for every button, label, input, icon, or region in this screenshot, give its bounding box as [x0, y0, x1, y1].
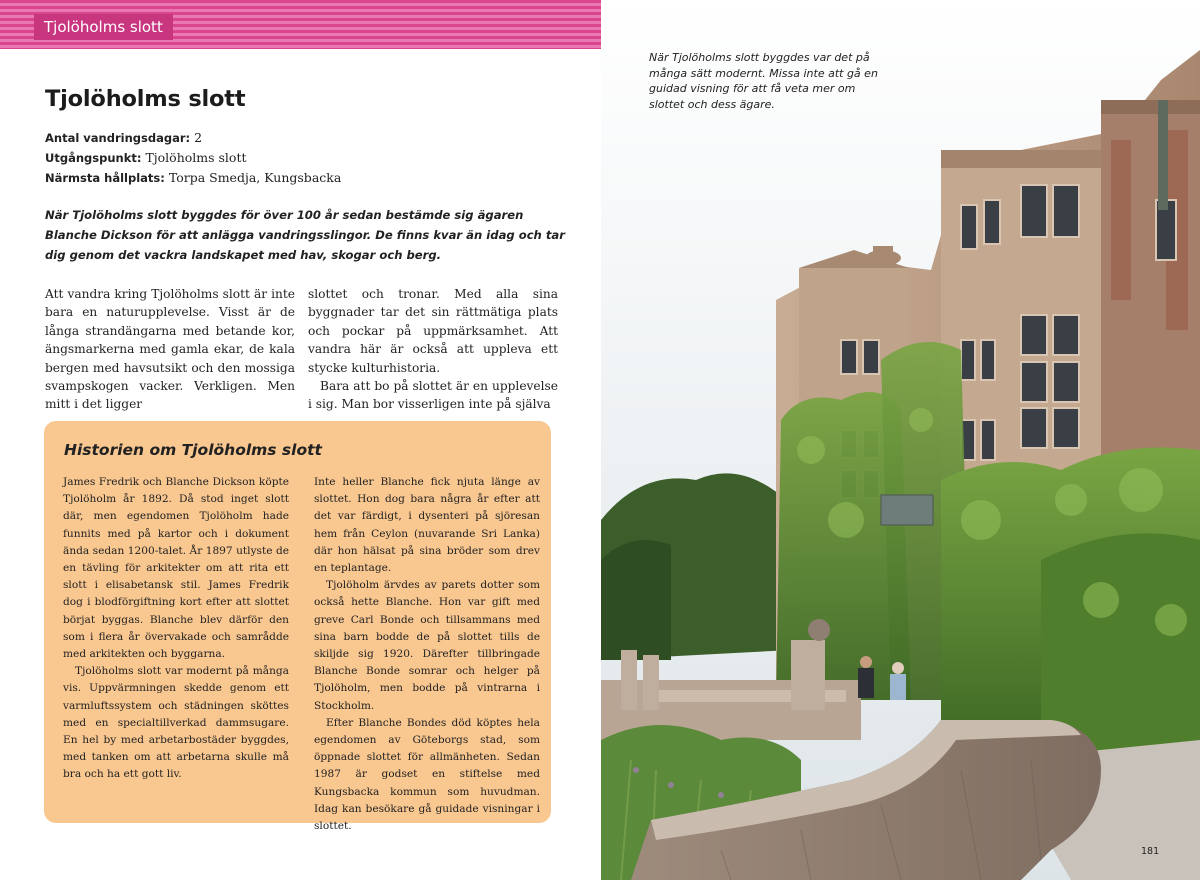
fact-box-column-2	[314, 474, 540, 835]
fact-starting-point: Utgångspunkt: Tjolöholms slott	[45, 150, 247, 165]
castle-photo	[601, 0, 1200, 880]
fact-box-paragraph: Efter Blanche Bondes död köptes hela egendomen av Göteborgs stad, som öppnade slottet för allmänheten. Sedan 1987 är godset en stiftelse med Kungsbacka kommun som huvudman. Idag kan besökare gå guidade visningar i slottet.	[314, 716, 540, 833]
fact-hiking-days: Antal vandringsdagar: 2	[45, 130, 203, 145]
section-label: Tjolöholms slott	[34, 14, 173, 40]
castle-illustration	[601, 0, 1200, 880]
history-fact-box	[44, 421, 551, 833]
body-column-2	[308, 285, 558, 412]
page-number: 181	[1141, 846, 1160, 857]
fact-box-paragraph: James Fredrik och Blanche Dickson köpte Tjolöholm år 1892. Då stod inget slott där, men egendomen Tjolöholm hade funnits med på kartor och i dokument ända sedan 1200-talet. År 1897 utlyste de en tävling för arkitekter om att rita ett slott i elisabetansk stil. James Fredrik dog i blodförgiftning kort efter att slottet börjat byggas. Blanche blev därför den som i flera år övervakade och samrådde med arkitekten och byggarna.	[63, 476, 289, 661]
fact-box-paragraph: Inte heller Blanche fick njuta länge av slottet. Hon dog bara några år efter att det var färdigt, i dysenteri på sjöresan hem från Ceylon (nuvarande Sri Lanka) där hon hälsat på sina bröder som drev en teplantage.	[314, 476, 540, 575]
left-page	[0, 0, 601, 880]
fact-nearest-stop: Närmsta hållplats: Torpa Smedja, Kungsbacka	[45, 170, 342, 185]
body-paragraph: slottet och tronar. Med alla sina byggnader tar det sin rättmätiga plats och pockar på uppmärksamhet. Att vandra här är också att uppleva ett stycke kulturhistoria.	[308, 287, 558, 375]
fact-box-title: Historien om Tjolöholms slott	[64, 441, 322, 459]
photo-caption: När Tjolöholms slott byggdes var det på många sätt modernt. Missa inte att gå en guidad visning för att få veta mer om slottet och dess ägare.	[649, 51, 878, 111]
body-paragraph: Att vandra kring Tjolöholms slott är inte bara en naturupplevelse. Visst är de långa strandängarna med betande kor, ängsmarkerna med gamla ekar, de kala bergen med havsutsikt och den mossiga svampskogen vacker. Verkligen. Men mitt i det ligger	[45, 287, 295, 412]
lead-paragraph: När Tjolöholms slott byggdes för över 100 år sedan bestämde sig ägaren Blanche Dickson för att anlägga vandringsslingor. De finns kvar än idag och tar dig genom det vackra landskapet med hav, skogar och berg.	[45, 208, 565, 262]
fact-box-paragraph: Tjolöholms slott var modernt på många vis. Uppvärmningen skedde genom ett varmluftssystem och städningen sköttes med en specialtillverkad dammsugare. En hel by med arbetarbostäder byggdes, med tanken om att arbetarna skulle må bra och ha ett gott liv.	[63, 665, 289, 781]
fact-box-paragraph: Tjolöholm ärvdes av parets dotter som också hette Blanche. Hon var gift med greve Carl Bonde och tillsammans med sina barn bodde de på slottet tills de skiljde sig 1920. Därefter tillbringade Blanche Bonde somrar och helger på Tjolöholm, men bodde på vintrarna i Stockholm.	[314, 579, 540, 712]
header-band	[0, 0, 601, 49]
body-paragraph: Bara att bo på slottet är en upplevelse i sig. Man bor visserligen inte på själva	[308, 379, 558, 412]
facts-list	[45, 128, 341, 188]
body-column-1	[45, 285, 295, 412]
fact-box-column-1	[63, 474, 289, 784]
page-title: Tjolöholms slott	[45, 86, 246, 112]
